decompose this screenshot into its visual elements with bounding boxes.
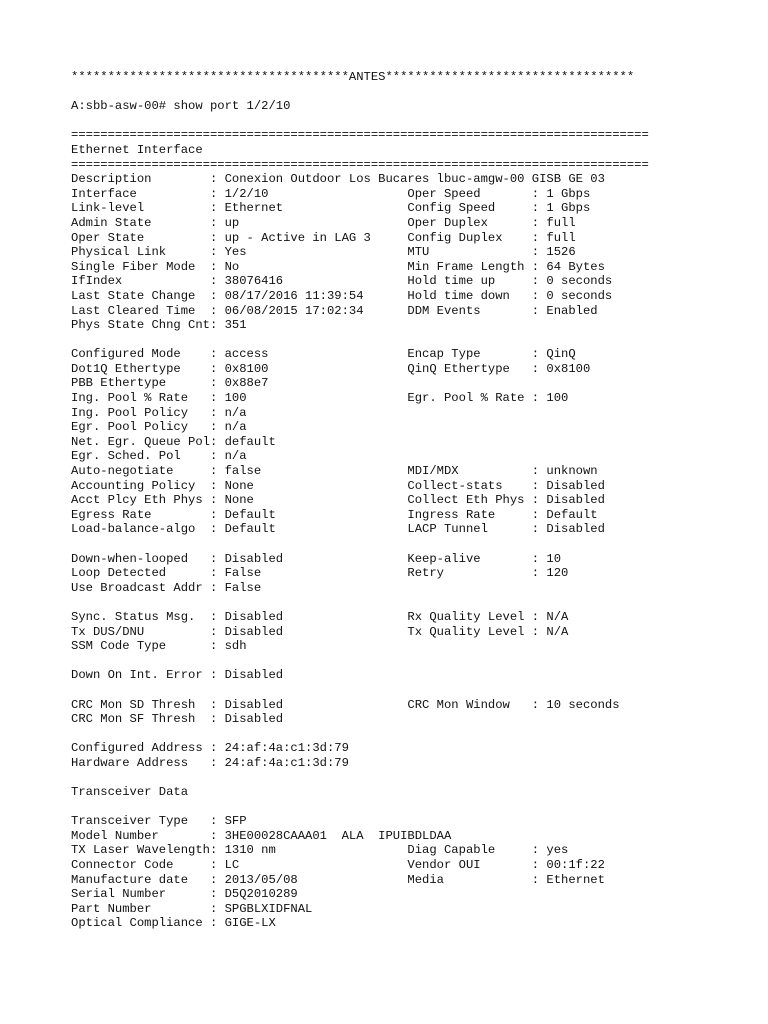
blank-line <box>71 800 761 815</box>
field-ifindex-hold-time-up: IfIndex : 38076416 Hold time up : 0 seconds <box>71 274 613 289</box>
field-pbb-ethertype: PBB Ethertype : 0x88e7 <box>71 376 269 391</box>
field-admin-state-oper-duplex: Admin State : up Oper Duplex : full <box>71 215 576 230</box>
field-net-egr-queue-pol: Net. Egr. Queue Pol: default <box>71 434 276 449</box>
field-transceiver-type: Transceiver Type : SFP <box>71 814 247 829</box>
separator-line: =============================================================================== <box>71 157 649 172</box>
field-crc-mon-sd-window: CRC Mon SD Thresh : Disabled CRC Mon Window : 10 seconds <box>71 697 620 712</box>
separator-line: =============================================================================== <box>71 128 649 143</box>
field-manufacture-date-media: Manufacture date : 2013/05/08 Media : Ethernet <box>71 872 605 887</box>
section-heading-transceiver-data: Transceiver Data <box>71 785 189 800</box>
field-interface-oper-speed: Interface : 1/2/10 Oper Speed : 1 Gbps <box>71 186 591 201</box>
blank-line <box>71 537 761 552</box>
field-ing-pool-policy: Ing. Pool Policy : n/a <box>71 405 247 420</box>
field-description: Description : Conexion Outdoor Los Bucares lbuc-amgw-00 GISB GE 03 <box>71 172 605 187</box>
field-tx-dus-dnu-tx-quality: Tx DUS/DNU : Disabled Tx Quality Level : N/A <box>71 624 569 639</box>
field-auto-negotiate-mdi-mdx: Auto-negotiate : false MDI/MDX : unknown <box>71 464 598 479</box>
blank-line <box>71 771 761 786</box>
field-loop-detected-retry: Loop Detected : False Retry : 120 <box>71 566 569 581</box>
field-configured-address: Configured Address : 24:af:4a:c1:3d:79 <box>71 741 349 756</box>
field-acct-plcy-eth-phys: Acct Plcy Eth Phys : None Collect Eth Phys : Disabled <box>71 493 605 508</box>
field-accounting-policy-collect-stats: Accounting Policy : None Collect-stats : Disabled <box>71 478 605 493</box>
field-crc-mon-sf-thresh: CRC Mon SF Thresh : Disabled <box>71 712 284 727</box>
section-heading-ethernet-interface: Ethernet Interface <box>71 142 203 157</box>
field-configured-mode-encap-type: Configured Mode : access Encap Type : QinQ <box>71 347 576 362</box>
field-egr-sched-pol: Egr. Sched. Pol : n/a <box>71 449 247 464</box>
field-optical-compliance: Optical Compliance : GIGE-LX <box>71 916 276 931</box>
field-serial-number: Serial Number : D5Q2010289 <box>71 887 298 902</box>
field-egr-pool-policy: Egr. Pool Policy : n/a <box>71 420 247 435</box>
blank-line <box>71 654 761 669</box>
blank-line <box>71 85 761 100</box>
field-last-state-change-hold-time-down: Last State Change : 08/17/2016 11:39:54 Hold time down : 0 seconds <box>71 288 613 303</box>
field-model-number: Model Number : 3HE00028CAAA01 ALA IPUIBDLDAA <box>71 828 452 843</box>
section-banner-antes: **************************************ANTES********************************** <box>71 70 635 84</box>
field-tx-laser-wavelength-diag-capable: TX Laser Wavelength: 1310 nm Diag Capable : yes <box>71 843 569 858</box>
field-egress-ingress-rate: Egress Rate : Default Ingress Rate : Default <box>71 507 598 522</box>
field-dot1q-qinq-ethertype: Dot1Q Ethertype : 0x8100 QinQ Ethertype : 0x8100 <box>71 361 591 376</box>
field-part-number: Part Number : SPGBLXIDFNAL <box>71 901 313 916</box>
field-down-when-looped-keep-alive: Down-when-looped : Disabled Keep-alive : 10 <box>71 551 562 566</box>
field-connector-code-vendor-oui: Connector Code : LC Vendor OUI : 00:1f:22 <box>71 858 605 873</box>
field-use-broadcast-addr: Use Broadcast Addr : False <box>71 580 262 595</box>
field-hardware-address: Hardware Address : 24:af:4a:c1:3d:79 <box>71 755 349 770</box>
field-ssm-code-type: SSM Code Type : sdh <box>71 639 247 654</box>
field-load-balance-lacp-tunnel: Load-balance-algo : Default LACP Tunnel : Disabled <box>71 522 605 537</box>
blank-line <box>71 727 761 742</box>
field-single-fiber-min-frame: Single Fiber Mode : No Min Frame Length : 64 Bytes <box>71 259 605 274</box>
field-link-level-config-speed: Link-level : Ethernet Config Speed : 1 Gbps <box>71 201 591 216</box>
cli-output-document <box>71 70 761 931</box>
blank-line <box>71 683 761 698</box>
blank-line <box>71 114 761 129</box>
field-down-on-int-error: Down On Int. Error : Disabled <box>71 668 284 683</box>
cli-command-prompt: A:sbb-asw-00# show port 1/2/10 <box>71 99 291 114</box>
blank-line <box>71 595 761 610</box>
field-oper-state-config-duplex: Oper State : up - Active in LAG 3 Config Duplex : full <box>71 230 576 245</box>
field-physical-link-mtu: Physical Link : Yes MTU : 1526 <box>71 245 576 260</box>
blank-line <box>71 333 761 348</box>
field-sync-status-rx-quality: Sync. Status Msg. : Disabled Rx Quality Level : N/A <box>71 609 569 624</box>
field-last-cleared-ddm-events: Last Cleared Time : 06/08/2015 17:02:34 DDM Events : Enabled <box>71 303 598 318</box>
field-ing-egr-pool-rate: Ing. Pool % Rate : 100 Egr. Pool % Rate : 100 <box>71 391 569 406</box>
field-phys-state-chng-cnt: Phys State Chng Cnt: 351 <box>71 318 247 333</box>
